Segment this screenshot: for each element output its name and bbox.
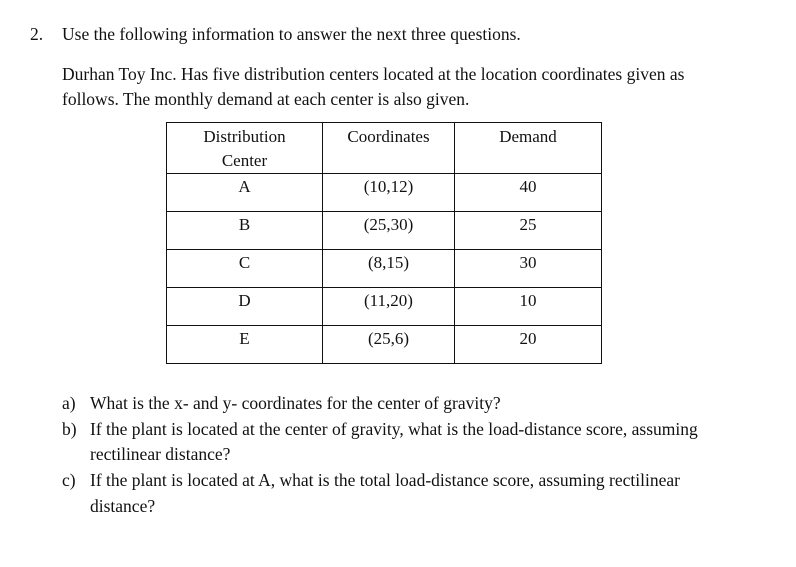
subquestion-c	[62, 470, 680, 491]
subquestion-c-text: If the plant is located at A, what is the total load-distance score, assuming rectilinear	[90, 470, 680, 490]
cell-demand: 25	[455, 212, 602, 250]
subquestion-c-label: c)	[62, 470, 76, 490]
cell-center: A	[167, 174, 323, 212]
header-coordinates: Coordinates	[323, 123, 455, 174]
subquestion-a	[62, 393, 501, 414]
subquestion-b	[62, 419, 698, 440]
paragraph-line-2: follows. The monthly demand at each center is also given.	[62, 89, 470, 109]
header-distribution-line2: Center	[221, 151, 268, 170]
table-row	[167, 250, 602, 288]
table-row	[167, 212, 602, 250]
subquestion-a-text: What is the x- and y- coordinates for the center of gravity?	[90, 393, 501, 413]
cell-demand: 10	[455, 288, 602, 326]
question-number: 2.	[30, 24, 44, 44]
cell-coordinates: (11,20)	[323, 288, 455, 326]
cell-center: E	[167, 326, 323, 364]
cell-demand: 20	[455, 326, 602, 364]
cell-demand: 30	[455, 250, 602, 288]
table-header-row	[167, 123, 602, 174]
header-distribution-line1: Distribution	[203, 127, 286, 146]
paragraph-line-1: Durhan Toy Inc. Has five distribution centers located at the location coordinates given as	[62, 64, 685, 84]
cell-center: B	[167, 212, 323, 250]
cell-coordinates: (10,12)	[323, 174, 455, 212]
cell-coordinates: (25,6)	[323, 326, 455, 364]
cell-center: D	[167, 288, 323, 326]
distribution-centers-table	[166, 122, 602, 364]
cell-center: C	[167, 250, 323, 288]
subquestion-b-label: b)	[62, 419, 77, 439]
cell-coordinates: (25,30)	[323, 212, 455, 250]
cell-demand: 40	[455, 174, 602, 212]
subquestion-c-continuation: distance?	[90, 496, 156, 516]
subquestion-b-continuation: rectilinear distance?	[90, 444, 231, 464]
cell-coordinates: (8,15)	[323, 250, 455, 288]
subquestion-a-label: a)	[62, 393, 76, 413]
table-row	[167, 288, 602, 326]
header-distribution-center	[167, 123, 323, 174]
table-row	[167, 174, 602, 212]
header-demand: Demand	[455, 123, 602, 174]
question-intro: Use the following information to answer the next three questions.	[62, 24, 521, 44]
table-row	[167, 326, 602, 364]
subquestion-b-text: If the plant is located at the center of gravity, what is the load-distance score, assuming	[90, 419, 698, 439]
